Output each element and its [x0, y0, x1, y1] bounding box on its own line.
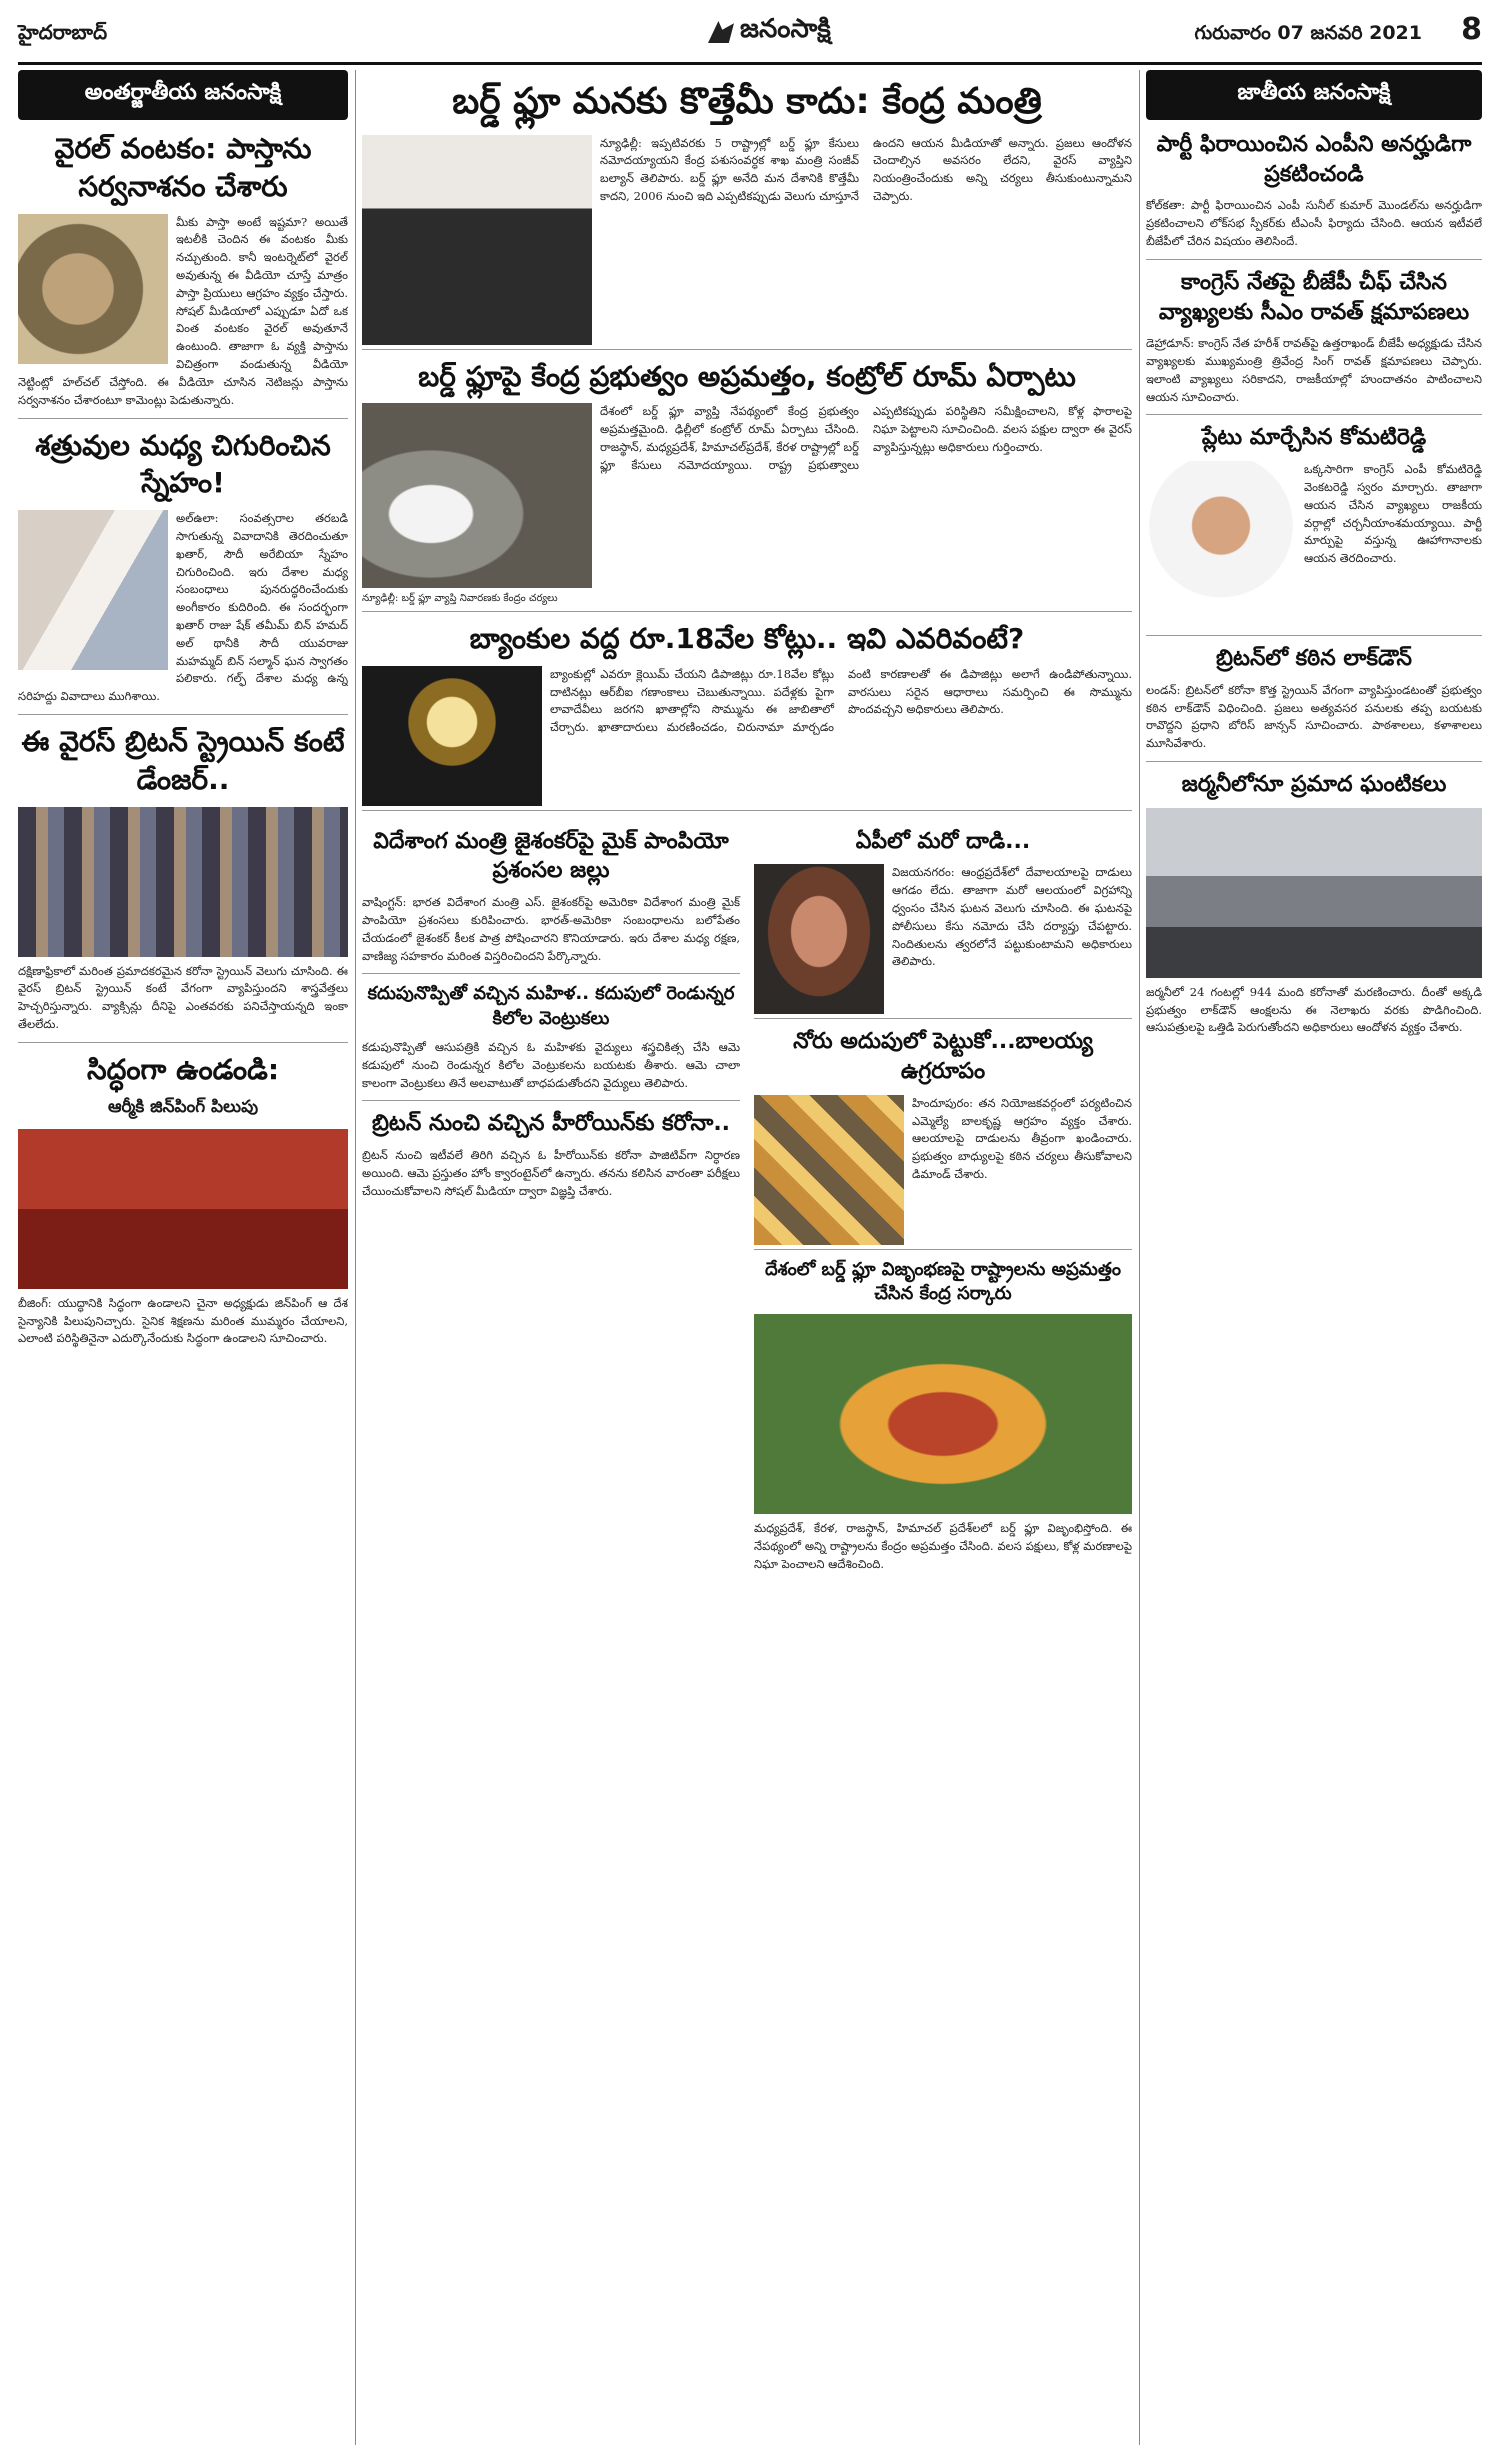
- divider: [1146, 635, 1482, 636]
- article-body: కడుపునొప్పితో ఆసుపత్రికి వచ్చిన ఓ మహిళకు వైద్యులు శస్త్రచికిత్స చేసి ఆమె కడుపులో నుంచి రెండున్నర కిలోల వెంట్రుకలను బయటకు తీశారు. ఆమె చాలా కాలంగా వెంట్రుకలు తినే అలవాటుతో బాధపడుతోందని వైద్యులు తెలిపారు.: [362, 1039, 740, 1090]
- headline: కదుపునొప్పితో వచ్చిన మహిళ.. కదుపులో రెండున్నర కిలోల వెంట్రుకలు: [367, 983, 735, 1029]
- middle-column: [362, 70, 1132, 2445]
- article-body: వాషింగ్టన్‌: భారత విదేశాంగ మంత్రి ఎస్‌. జైశంకర్‌పై అమెరికా విదేశాంగ మంత్రి మైక్‌ పాంపియో ప్రశంసలు కురిపించారు. భారత్‌-అమెరికా సంబంధాలను బలోపేతం చేయడంలో జైశంకర్‌ కీలక పాత్ర పోషించారని కొనియాడారు. ఇరు దేశాల మధ్య రక్షణ, వాణిజ్య సహకారం మరింత విస్తరించిందని పేర్కొన్నారు.: [362, 895, 740, 963]
- article-bird-flu-alert[interactable]: [754, 1258, 1132, 1574]
- article-body: మధ్యప్రదేశ్‌, కేరళ, రాజస్థాన్‌, హిమాచల్‌ ప్రదేశ్‌లలో బర్డ్‌ ఫ్లూ విజృంభిస్తోంది. ఈ నేపథ్యంలో అన్ని రాష్ట్రాలను కేంద్రం అప్రమత్తం చేసింది. వలస పక్షులు, కోళ్ల మరణాలపై నిఘా పెంచాలని ఆదేశించింది.: [754, 1521, 1132, 1571]
- photo-caption: న్యూఢిల్లీ: బర్డ్‌ ఫ్లూ వ్యాప్తి నివారణకు కేంద్రం చర్యలు: [362, 593, 558, 605]
- article-komatireddy[interactable]: [1146, 423, 1482, 568]
- article-body: కోల్‌కతా: పార్టీ ఫిరాయించిన ఎంపీ సునీల్‌ కుమార్‌ మొండల్‌ను అనర్హుడిగా ప్రకటించాలని లోక్‌సభ స్పీకర్‌కు టీఎంసీ ఫిర్యాదు చేసింది. ఆయన ఇటీవలే బీజేపీలో చేరిన విషయం తెలిసిందే.: [1146, 198, 1482, 248]
- column-divider: [355, 70, 356, 2445]
- headline: బర్డ్‌ ఫ్లూపై కేంద్ర ప్రభుత్వం అప్రమత్తం, కంట్రోల్‌ రూమ్‌ ఏర్పాటు: [418, 359, 1076, 393]
- divider: [18, 418, 348, 419]
- divider: [18, 714, 348, 715]
- xi-jinping-photo: [18, 1129, 348, 1289]
- article-body: దక్షిణాఫ్రికాలో మరింత ప్రమాదకరమైన కరోనా స్ట్రెయిన్‌ వెలుగు చూసింది. ఈ వైరస్‌ బ్రిటన్‌ స్ట్రెయిన్‌ కంటే వేగంగా వ్యాపిస్తుందని శాస్త్రవేత్తలు హెచ్చరిస్తున్నారు. వ్యాక్సిన్లు దీనిపై ఎంతవరకు పనిచేస్తాయన్నది ఇంకా తేలలేదు.: [18, 963, 348, 1032]
- masthead-city: హైదరాబాద్: [18, 20, 108, 44]
- headline: విదేశాంగ మంత్రి జైశంకర్‌పై మైక్‌ పాంపియో ప్రశంసల జల్లు: [373, 828, 729, 884]
- article-gulf-friendship[interactable]: [18, 427, 348, 707]
- headline: శత్రువుల మధ్య చిగురించిన స్నేహం!: [35, 428, 331, 500]
- headline: సిద్ధంగా ఉండండి:: [86, 1052, 280, 1086]
- masthead-rule: [18, 62, 1482, 65]
- article-rawat-apology[interactable]: [1146, 268, 1482, 407]
- leaders-photo: [18, 510, 168, 670]
- headline: ఏపీలో మరో దాడి...: [855, 828, 1031, 854]
- street-photo: [1146, 808, 1482, 978]
- headline: దేశంలో బర్డ్‌ ఫ్లూ విజృంభణపై రాష్ట్రాలను అప్రమత్తం చేసిన కేంద్ర సర్కారు: [765, 1258, 1121, 1305]
- divider: [754, 1018, 1132, 1019]
- article-hair-surgery[interactable]: [362, 982, 740, 1092]
- headline: నోరు అదుపులో పెట్టుకో...బాలయ్య ఉగ్రరూపం: [793, 1029, 1093, 1085]
- divider: [754, 1249, 1132, 1250]
- article-virus-strain[interactable]: [18, 723, 348, 1034]
- article-ap-attack[interactable]: [754, 827, 1132, 972]
- logo-mark-icon: [708, 21, 734, 43]
- section-badge-national: జాతీయ జనంసాక్షి: [1146, 70, 1482, 120]
- article-body: దేశంలో బర్డ్‌ ఫ్లూ వ్యాప్తి నేపథ్యంలో కేంద్ర ప్రభుత్వం అప్రమత్తమైంది. ఢిల్లీలో కంట్రోల్‌ రూమ్‌ ఏర్పాటు చేసింది. రాజస్థాన్‌, మధ్యప్రదేశ్‌, హిమాచల్‌ప్రదేశ్‌, కేరళ రాష్ట్రాల్లో బర్డ్‌ ఫ్లూ కేసులు నమోదయ్యాయి. రాష్ట్ర ప్రభుత్వాలు ఎప్పటికప్పుడు పరిస్థితిని సమీక్షించాలని, కోళ్ల ఫారాలపై నిఘా పెట్టాలని సూచించింది. వలస పక్షుల ద్వారా ఈ వైరస్‌ వ్యాపిస్తున్నట్లు అధికారులు గుర్తించారు.: [600, 404, 1132, 472]
- divider: [1146, 259, 1482, 260]
- article-body: బ్రిటన్‌ నుంచి ఇటీవలే తిరిగి వచ్చిన ఓ హీరోయిన్‌కు కరోనా పాజిటివ్‌గా నిర్ధారణ అయింది. ఆమె ప్రస్తుతం హోం క్వారంటైన్‌లో ఉన్నారు. తనను కలిసిన వారంతా పరీక్షలు చేయించుకోవాలని సోషల్‌ మీడియా ద్వారా విజ్ఞప్తి చేశారు.: [362, 1148, 740, 1198]
- article-xi-army[interactable]: [18, 1051, 348, 1348]
- article-control-room[interactable]: [362, 358, 1132, 605]
- middle-left-subcolumn: [362, 819, 740, 1578]
- divider: [362, 810, 1132, 811]
- article-body: బ్యాంకుల్లో ఎవరూ క్లెయిమ్‌ చేయని డిపాజిట్లు రూ.18వేల కోట్లు దాటినట్లు ఆర్‌బీఐ గణాంకాలు చెబుతున్నాయి. పదేళ్లకు పైగా లావాదేవీలు జరగని ఖాతాల్లోని సొమ్మును ఈ జాబితాలో చేర్చారు. ఖాతాదారులు మరణించడం, చిరునామా మార్చడం వంటి కారణాలతో ఈ డిపాజిట్లు అలాగే ఉండిపోతున్నాయి. వారసులు సరైన ఆధారాలు సమర్పించి ఈ సొమ్మును పొందవచ్చని అధికారులు తెలిపారు.: [550, 666, 1132, 735]
- divider: [362, 973, 740, 974]
- headline: జర్మనీలోనూ ప్రమాద ఘంటికలు: [1181, 772, 1447, 798]
- column-divider: [1139, 70, 1140, 2445]
- lead-headline: బర్డ్‌ ఫ్లూ మనకు కొత్తేమీ కాదు: కేంద్ర మంత్రి: [452, 81, 1042, 122]
- article-heroine-corona[interactable]: [362, 1109, 740, 1200]
- divider: [362, 349, 1132, 350]
- headline: బ్రిటన్‌లో కఠిన లాక్‌డౌన్‌: [1216, 646, 1412, 672]
- airport-photo: [18, 807, 348, 957]
- bank-photo: [362, 666, 542, 806]
- right-column: [1146, 70, 1482, 2445]
- article-body: హిందూపురం: తన నియోజకవర్గంలో పర్యటించిన ఎమ్మెల్యే బాలకృష్ణ ఆగ్రహం వ్యక్తం చేశారు. ఆలయాలపై దాడులను తీవ్రంగా ఖండించారు. ప్రభుత్వం బాధ్యులపై కఠిన చర్యలు తీసుకోవాలని డిమాండ్‌ చేశారు.: [912, 1095, 1132, 1181]
- section-badge-international: అంతర్జాతీయ జనంసాక్షి: [18, 70, 348, 120]
- masthead-date: గురువారం 07 జనవరి 2021: [1194, 22, 1422, 44]
- headline: ప్లేటు మార్చేసిన కోమటిరెడ్డి: [1201, 425, 1427, 451]
- article-body: డెహ్రాడూన్‌: కాంగ్రెస్‌ నేత హరీశ్‌ రావత్‌పై ఉత్తరాఖండ్‌ బీజేపీ అధ్యక్షుడు చేసిన వ్యాఖ్యలకు ముఖ్యమంత్రి త్రివేంద్ర సింగ్‌ రావత్‌ క్షమాపణలు చెప్పారు. ఇలాంటి వ్యాఖ్యలు సరికాదని, రాజకీయాల్లో హుందాతనం పాటించాలని ఆయన సూచించారు.: [1146, 336, 1482, 404]
- article-body: విజయనగరం: ఆంధ్రప్రదేశ్‌లో దేవాలయాలపై దాడులు ఆగడం లేదు. తాజాగా మరో ఆలయంలో విగ్రహాన్ని ధ్వంసం చేసిన ఘటన వెలుగు చూసింది. ఈ ఘటనపై పోలీసులు కేసు నమోదు చేసి దర్యాప్తు చేపట్టారు. నిందితులను త్వరలోనే పట్టుకుంటామని అధికారులు తెలిపారు.: [892, 865, 1132, 969]
- article-bank-deposits[interactable]: [362, 620, 1132, 737]
- headline: కాంగ్రెస్‌ నేతపై బీజేపీ చీఫ్‌ చేసిన వ్యాఖ్యలకు సీఎం రావత్‌ క్షమాపణలు: [1158, 269, 1470, 325]
- minister-photo: [362, 135, 592, 345]
- article-jaishankar[interactable]: [362, 827, 740, 966]
- article-balayya[interactable]: [754, 1027, 1132, 1183]
- article-body: మీకు పాస్తా అంటే ఇష్టమా? అయితే ఇటలీకి చెందిన ఈ వంటకం మీకు నచ్చుతుంది. కానీ ఇంటర్నెట్‌లో వైరల్‌ అవుతున్న ఈ వీడియో చూస్తే మాత్రం పాస్తా ప్రియులు ఆగ్రహం వ్యక్తం చేస్తారు. సోషల్‌ మీడియాలో ఎప్పుడూ ఏదో ఒక వింత వంటకం వైరల్‌ అవుతూనే ఉంటుంది. తాజాగా ఓ వ్యక్తి పాస్తాను విచిత్రంగా వండుతున్న వీడియో నెట్టింట్లో హల్‌చల్‌ చేస్తోంది. ఈ వీడియో చూసిన నెటిజన్లు పాస్తాను సర్వనాశనం చేశారంటూ కామెంట్లు పెడుతున్నారు.: [18, 214, 348, 407]
- headline: పార్టీ ఫిరాయించిన ఎంపీని అనర్హుడిగా ప్రకటించండి: [1156, 132, 1472, 187]
- subheadline: ఆర్మీకి జిన్‌పింగ్‌ పిలుపు: [107, 1096, 259, 1117]
- divider: [1146, 761, 1482, 762]
- headline: ఈ వైరస్‌ బ్రిటన్‌ స్ట్రెయిన్‌ కంటే డేంజర్‌..: [21, 725, 345, 796]
- article-body: బీజింగ్‌: యుద్ధానికి సిద్ధంగా ఉండాలని చైనా అధ్యక్షుడు జిన్‌పింగ్‌ ఆ దేశ సైన్యానికి పిలుపునిచ్చారు. సైనిక శిక్షణను మరింత ముమ్మరం చేయాలని, ఎలాంటి పరిస్థితినైనా ఎదుర్కొనేందుకు సిద్ధంగా ఉండాలని సూచించారు.: [18, 1295, 348, 1346]
- article-britain-lockdown[interactable]: [1146, 644, 1482, 753]
- article-mp-disqualify[interactable]: [1146, 130, 1482, 251]
- balayya-crowd-photo: [754, 1095, 904, 1245]
- masthead: [18, 8, 1482, 58]
- page-number: 8: [1461, 12, 1482, 47]
- article-viral-pasta[interactable]: [18, 130, 348, 410]
- idol-photo: [754, 864, 884, 1014]
- article-bird-flu-minister[interactable]: [362, 78, 1132, 208]
- headline: బ్రిటన్‌ నుంచి వచ్చిన హీరోయిన్‌కు కరోనా..: [371, 1111, 731, 1137]
- headline: వైరల్‌ వంటకం: పాస్తాను సర్వనాశనం చేశారు: [54, 132, 312, 203]
- article-germany[interactable]: [1146, 770, 1482, 1037]
- divider: [18, 1042, 348, 1043]
- divider: [1146, 414, 1482, 415]
- headline: బ్యాంకుల వద్ద రూ.18వేల కోట్లు.. ఇవి ఎవరివంటే?: [469, 621, 1025, 655]
- pasta-photo: [18, 214, 168, 364]
- middle-split: [362, 819, 1132, 1578]
- article-body: న్యూఢిల్లీ: ఇప్పటివరకు 5 రాష్ట్రాల్లో బర్డ్‌ ఫ్లూ కేసులు నమోదయ్యాయని కేంద్ర పశుసంవర్ధక శాఖ మంత్రి సంజీవ్‌ బల్యాన్‌ తెలిపారు. బర్డ్‌ ఫ్లూ అనేది మన దేశానికి కొత్తేమీ కాదని, 2006 నుంచి ఇది ఎప్పటికప్పుడు వెలుగు చూస్తూనే ఉందని ఆయన మీడియాతో అన్నారు. ప్రజలు ఆందోళన చెందాల్సిన అవసరం లేదని, వైరస్‌ వ్యాప్తిని నియంత్రించేందుకు అన్ని చర్యలు తీసుకుంటున్నామని చెప్పారు.: [600, 135, 1132, 204]
- komatireddy-photo: [1146, 461, 1296, 631]
- dead-birds-photo: [362, 403, 592, 588]
- divider: [362, 1100, 740, 1101]
- bird-photo: [754, 1314, 1132, 1514]
- article-body: ఒక్కసారిగా కాంగ్రెస్‌ ఎంపీ కోమటిరెడ్డి వెంకటరెడ్డి స్వరం మార్చారు. తాజాగా ఆయన చేసిన వ్యాఖ్యలు రాజకీయ వర్గాల్లో చర్చనీయాంశమయ్యాయి. పార్టీ మార్పుపై వస్తున్న ఊహాగానాలకు ఆయన తెరదించారు.: [1304, 462, 1482, 566]
- paper-logo: [708, 14, 831, 50]
- paper-name: జనంసాక్షి: [740, 14, 831, 44]
- middle-right-subcolumn: [754, 819, 1132, 1578]
- left-column: [18, 70, 348, 2445]
- article-body: జర్మనీలో 24 గంటల్లో 944 మంది కరోనాతో మరణించారు. దీంతో అక్కడి ప్రభుత్వం లాక్‌డౌన్‌ ఆంక్షలను ఈ నెలాఖరు వరకు పొడిగించింది. ఆసుపత్రులపై ఒత్తిడి పెరుగుతోందని అధికారులు ఆందోళన వ్యక్తం చేశారు.: [1146, 984, 1482, 1035]
- article-body: అల్‌ఉలా: సంవత్సరాల తరబడి సాగుతున్న వివాదానికి తెరదించుతూ ఖతార్‌, సౌదీ అరేబియా స్నేహం చిగురించింది. ఇరు దేశాల మధ్య సంబంధాలు పునరుద్ధరించేందుకు అంగీకారం కుదిరింది. ఈ సందర్భంగా ఖతార్‌ రాజు షేక్‌ తమీమ్‌ బిన్‌ హమద్‌ అల్‌ థానీకి సౌదీ యువరాజు మహమ్మద్‌ బిన్‌ సల్మాన్‌ ఘన స్వాగతం పలికారు. గల్ఫ్‌ దేశాల మధ్య ఉన్న సరిహద్దు వివాదాలు ముగిశాయి.: [18, 511, 348, 704]
- divider: [362, 611, 1132, 612]
- article-body: లండన్‌: బ్రిటన్‌లో కరోనా కొత్త స్ట్రెయిన్‌ వేగంగా వ్యాపిస్తుండటంతో ప్రభుత్వం కఠిన లాక్‌డౌన్‌ విధించింది. ప్రజలు అత్యవసర పనులకు తప్ప బయటకు రావొద్దని ప్రధాని బోరిస్‌ జాన్సన్‌ సూచించారు. పాఠశాలలు, కళాశాలలు మూసివేశారు.: [1146, 682, 1482, 751]
